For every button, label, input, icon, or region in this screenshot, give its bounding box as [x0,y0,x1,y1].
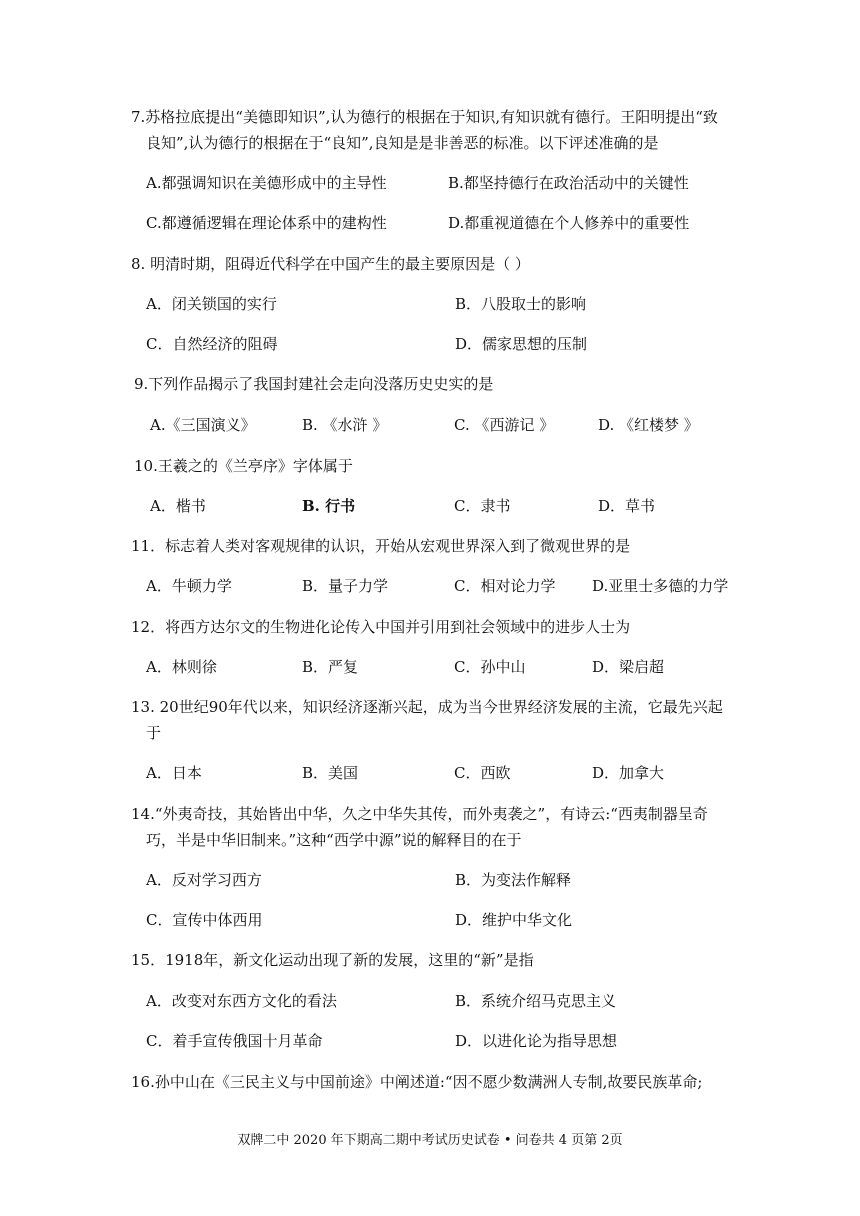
question-8-option-c: C．自然经济的阻碍 [146,335,278,353]
question-14-option-b: B．为变法作解释 [455,871,572,889]
question-7-option-b: B.都坚持德行在政治活动中的关键性 [448,174,689,192]
question-13-option-a: A．日本 [146,764,202,782]
question-8-stem: 8. 明清时期，阻碍近代科学在中国产生的最主要原因是（ ） [131,255,530,273]
question-8-option-a: A．闭关锁国的实行 [146,295,277,313]
question-10-option-a: A．楷书 [150,497,206,515]
question-15-option-c: C．着手宣传俄国十月革命 [146,1032,323,1050]
question-15-stem: 15．1918年，新文化运动出现了新的发展，这里的“新”是指 [131,951,534,969]
question-11-option-a: A．牛顿力学 [146,577,232,595]
question-14-option-d: D．维护中华文化 [455,911,573,929]
question-7-option-d: D.都重视道德在个人修养中的重要性 [448,214,690,232]
question-15-option-b: B．系统介绍马克思主义 [455,992,617,1010]
question-10-option-c: C．隶书 [454,497,511,515]
question-15-option-d: D．以进化论为指导思想 [455,1032,618,1050]
question-9-stem: 9.下列作品揭示了我国封建社会走向没落历史史实的是 [134,375,494,393]
question-8-option-b: B．八股取士的影响 [455,295,587,313]
question-10-option-d: D．草书 [598,497,656,515]
page-footer: 双牌二中 2020 年下期高二期中考试历史试卷 • 问卷共 4 页第 2页 [237,1133,623,1148]
question-11-option-d: D.亚里士多德的力学 [592,577,729,595]
question-16-stem: 16.孙中山在《三民主义与中国前途》中阐述道:“因不愿少数满洲人专制,故要民族革命; [131,1073,703,1091]
question-7-option-c: C.都遵循逻辑在理论体系中的建构性 [146,214,387,232]
question-12-option-a: A．林则徐 [146,658,217,676]
question-11-stem: 11．标志着人类对客观规律的认识，开始从宏观世界深入到了微观世界的是 [131,537,631,555]
question-7-stem-line-1: 7.苏格拉底提出“美德即知识”,认为德行的根据在于知识,有知识就有德行。王阳明提出“致 [131,108,718,126]
question-14-stem-line-1: 14.“外夷奇技，其始皆出中华，久之中华失其传，而外夷袭之”，有诗云:“西夷制器呈奇 [131,805,708,823]
question-14-option-a: A．反对学习西方 [146,871,262,889]
question-9-option-b: B. 《水浒 》 [302,416,388,434]
question-10-stem: 10.王羲之的《兰亭序》字体属于 [134,457,353,475]
question-14-stem-line-2: 巧，半是中华旧制来。”这种“西学中源”说的解释目的在于 [146,831,522,849]
question-13-option-c: C．西欧 [454,764,511,782]
question-9-option-d: D. 《红楼梦 》 [598,416,699,434]
question-13-option-b: B．美国 [302,764,359,782]
question-7-option-a: A.都强调知识在美德形成中的主导性 [146,174,387,192]
question-10-option-b: B. 行书 [302,497,356,515]
question-14-option-c: C．宣传中体西用 [146,911,263,929]
question-7-stem-line-2: 良知”,认为德行的根据在于“良知”,良知是是非善恶的标准。以下评述准确的是 [146,134,659,152]
question-12-option-c: C．孙中山 [454,658,526,676]
question-15-option-a: A．改变对东西方文化的看法 [146,992,337,1010]
question-13-option-d: D．加拿大 [592,764,665,782]
question-13-stem-line-1: 13. 20世纪90年代以来，知识经济逐渐兴起，成为当今世界经济发展的主流，它最先兴起 [131,698,723,716]
question-8-option-d: D．儒家思想的压制 [455,335,588,353]
question-13-stem-line-2: 于 [146,724,162,742]
question-9-option-c: C. 《西游记 》 [454,416,555,434]
question-12-option-b: B．严复 [302,658,359,676]
question-12-option-d: D．梁启超 [592,658,665,676]
question-12-stem: 12．将西方达尔文的生物进化论传入中国并引用到社会领域中的进步人士为 [131,618,631,636]
question-11-option-b: B．量子力学 [302,577,389,595]
question-9-option-a: A.《三国演义》 [150,416,256,434]
question-11-option-c: C．相对论力学 [454,577,556,595]
